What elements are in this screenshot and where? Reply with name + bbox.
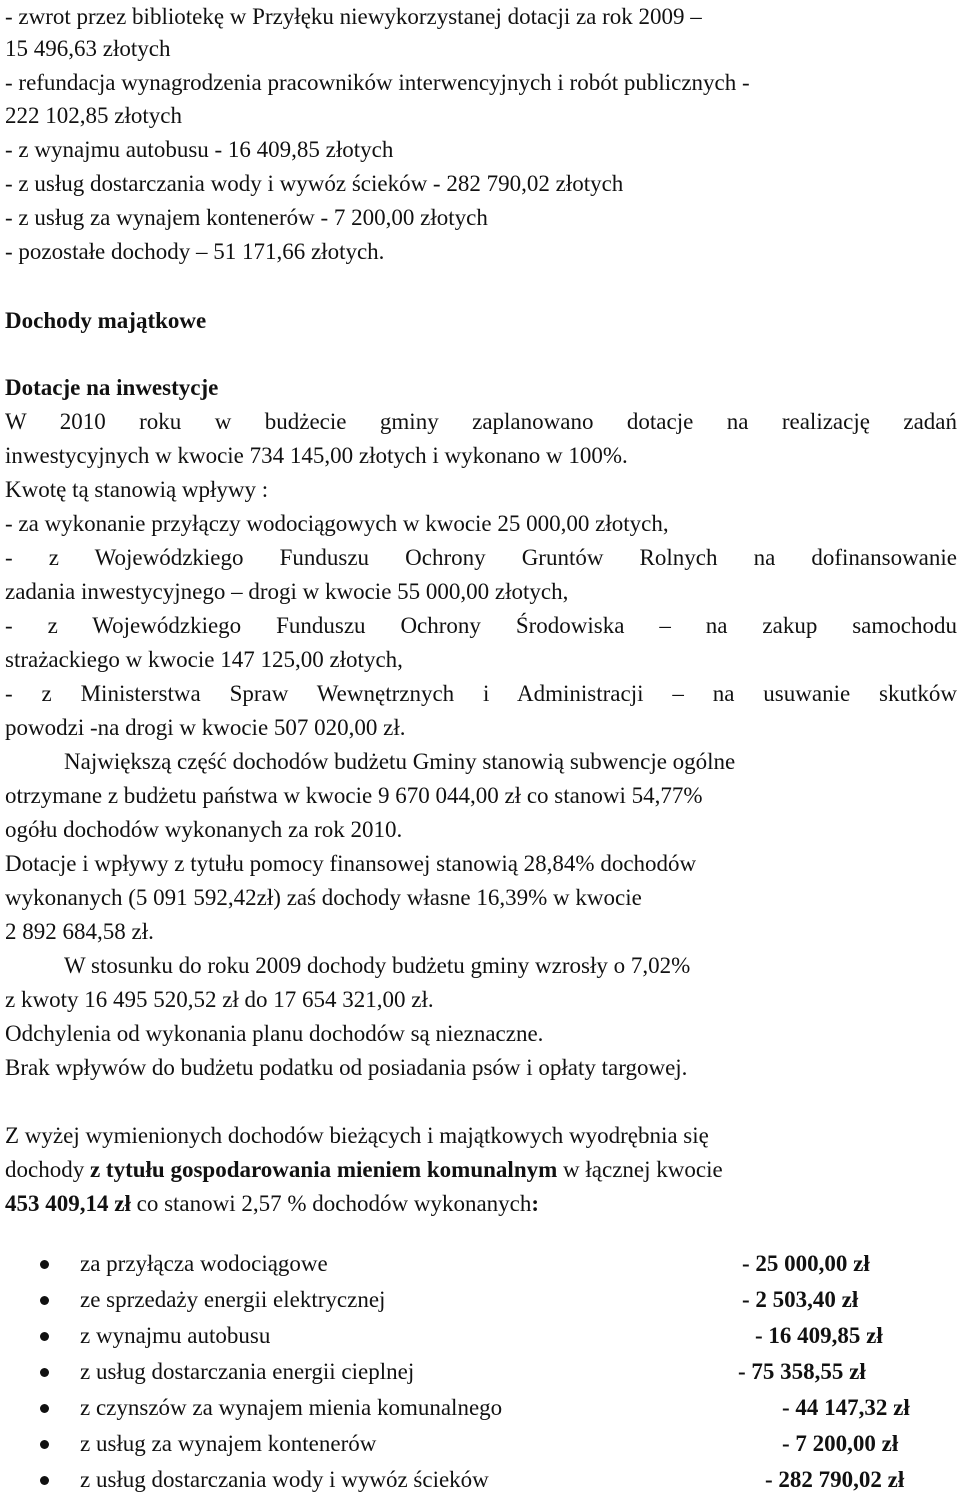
text-line: - z usług za wynajem kontenerów - 7 200,00 złotych xyxy=(5,205,488,230)
text-line: 222 102,85 złotych xyxy=(5,103,182,128)
bold-colon: : xyxy=(531,1191,540,1216)
text-line: - za wykonanie przyłączy wodociągowych w kwocie 25 000,00 złotych, xyxy=(5,511,669,536)
income-list xyxy=(0,1246,960,1498)
list-item xyxy=(0,1318,960,1354)
text-line: - z Wojewódzkiego Funduszu Ochrony Gruntów Rolnych na dofinansowanie xyxy=(5,545,957,570)
item-label: z usług dostarczania energii cieplnej xyxy=(80,1359,415,1384)
text-line: - pozostałe dochody – 51 171,66 złotych. xyxy=(5,239,385,264)
text-span: co stanowi 2,57 % dochodów wykonanych xyxy=(130,1191,532,1216)
text-line xyxy=(5,1155,723,1185)
item-value: - 2 503,40 zł xyxy=(742,1287,859,1312)
text-line: 15 496,63 złotych xyxy=(5,36,171,61)
bullet-icon xyxy=(40,1260,49,1269)
text-line: wykonanych (5 091 592,42zł) zaś dochody własne 16,39% w kwocie xyxy=(5,885,642,910)
text-line: - z usług dostarczania wody i wywóz ścieków - 282 790,02 złotych xyxy=(5,171,624,196)
bullet-icon xyxy=(40,1476,49,1485)
list-item xyxy=(0,1282,960,1318)
item-value: - 44 147,32 zł xyxy=(782,1395,910,1420)
bold-phrase: z tytułu gospodarowania mieniem komunalnym xyxy=(89,1157,558,1182)
bullet-icon xyxy=(40,1404,49,1413)
item-label: z usług dostarczania wody i wywóz ścieków xyxy=(80,1467,489,1492)
text-line: otrzymane z budżetu państwa w kwocie 9 670 044,00 zł co stanowi 54,77% xyxy=(5,783,703,808)
list-item xyxy=(0,1390,960,1426)
text-line: Odchylenia od wykonania planu dochodów są nieznaczne. xyxy=(5,1021,544,1046)
bold-amount: 453 409,14 zł xyxy=(5,1191,131,1216)
text-line: Największą część dochodów budżetu Gminy stanowią subwencje ogólne xyxy=(64,749,736,774)
section-heading: Dochody majątkowe xyxy=(5,308,207,333)
item-label: z wynajmu autobusu xyxy=(80,1323,271,1348)
text-line xyxy=(5,1189,539,1219)
text-span: dochody xyxy=(5,1157,90,1182)
text-line: - z wynajmu autobusu - 16 409,85 złotych xyxy=(5,137,394,162)
item-value: - 7 200,00 zł xyxy=(782,1431,899,1456)
text-line: ogółu dochodów wykonanych za rok 2010. xyxy=(5,817,403,842)
text-line: 2 892 684,58 zł. xyxy=(5,919,154,944)
text-line: powodzi -na drogi w kwocie 507 020,00 zł. xyxy=(5,715,406,740)
item-value: - 25 000,00 zł xyxy=(742,1251,870,1276)
bullet-icon xyxy=(40,1440,49,1449)
text-line: zadania inwestycyjnego – drogi w kwocie 55 000,00 złotych, xyxy=(5,579,569,604)
list-item xyxy=(0,1426,960,1462)
text-span: w łącznej kwocie xyxy=(557,1157,723,1182)
item-label: za przyłącza wodociągowe xyxy=(80,1251,328,1276)
text-line: Dotacje i wpływy z tytułu pomocy finansowej stanowią 28,84% dochodów xyxy=(5,851,697,876)
item-label: z usług za wynajem kontenerów xyxy=(80,1431,377,1456)
list-item xyxy=(0,1462,960,1498)
bullet-icon xyxy=(40,1296,49,1305)
text-line: - refundacja wynagrodzenia pracowników interwencyjnych i robót publicznych - xyxy=(5,70,750,95)
text-line: Kwotę tą stanowią wpływy : xyxy=(5,477,269,502)
bullet-icon xyxy=(40,1368,49,1377)
section-heading: Dotacje na inwestycje xyxy=(5,375,219,400)
item-label: ze sprzedaży energii elektrycznej xyxy=(80,1287,386,1312)
text-line: - z Ministerstwa Spraw Wewnętrznych i Administracji – na usuwanie skutków xyxy=(5,681,957,706)
text-line: W 2010 roku w budżecie gminy zaplanowano dotacje na realizację zadań xyxy=(5,409,957,434)
text-line: inwestycyjnych w kwocie 734 145,00 złotych i wykonano w 100%. xyxy=(5,443,628,468)
item-value: - 75 358,55 zł xyxy=(738,1359,866,1384)
bullet-icon xyxy=(40,1332,49,1341)
text-line: strażackiego w kwocie 147 125,00 złotych, xyxy=(5,647,403,672)
item-value: - 16 409,85 zł xyxy=(755,1323,883,1348)
list-item xyxy=(0,1354,960,1390)
item-label: z czynszów za wynajem mienia komunalnego xyxy=(80,1395,503,1420)
text-line: z kwoty 16 495 520,52 zł do 17 654 321,00 zł. xyxy=(5,987,434,1012)
text-line: - zwrot przez bibliotekę w Przyłęku niewykorzystanej dotacji za rok 2009 – xyxy=(5,4,702,29)
text-line: Brak wpływów do budżetu podatku od posiadania psów i opłaty targowej. xyxy=(5,1055,688,1080)
text-line: W stosunku do roku 2009 dochody budżetu gminy wzrosły o 7,02% xyxy=(64,953,691,978)
text-line: Z wyżej wymienionych dochodów bieżących i majątkowych wyodrębnia się xyxy=(5,1123,709,1148)
text-line: - z Wojewódzkiego Funduszu Ochrony Środowiska – na zakup samochodu xyxy=(5,613,957,638)
item-value: - 282 790,02 zł xyxy=(765,1467,905,1492)
list-item xyxy=(0,1246,960,1282)
